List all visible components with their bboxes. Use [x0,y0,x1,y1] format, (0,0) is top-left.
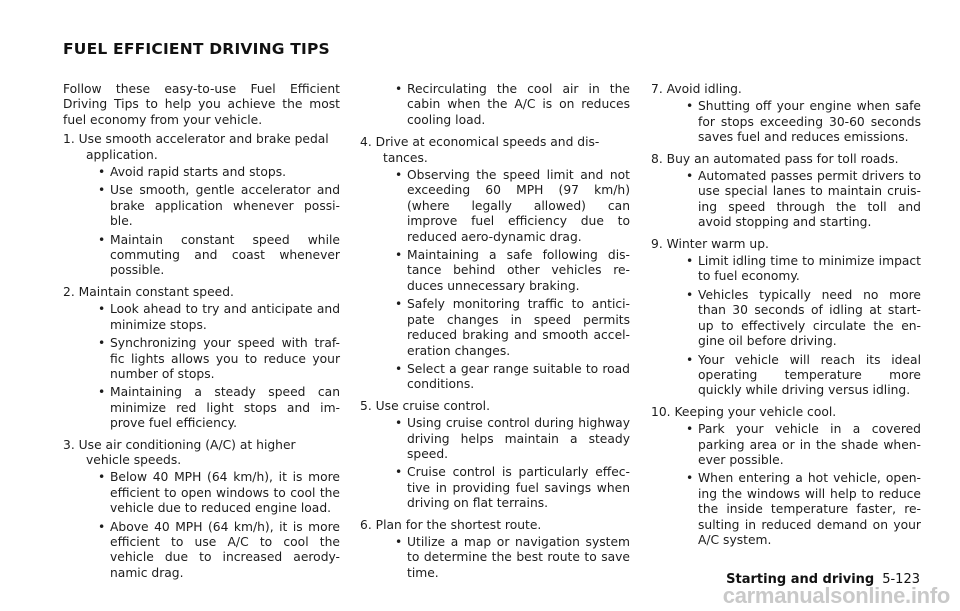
list-item: • Avoid rapid starts and stops. [98,165,287,180]
bullet-icon: • [98,302,106,317]
bullet-icon: • [686,352,694,367]
bullet-icon: • [98,385,106,400]
tip-3-text: Use air conditioning (A/C) at higher vehicle speeds. [78,437,296,467]
footer-section-title: Starting and driving [726,572,875,587]
tip-7-number: 7. [651,82,663,96]
tip-7 [651,82,921,146]
list-item: • Your vehicle will reach its ideal operating temperature more quickly while driving versus idling. [686,352,921,398]
bullet-icon: • [686,422,694,437]
tip-6-heading [360,518,630,533]
list-item: • Maintaining a steady speed can minimize red light stops and im-prove fuel efficiency. [98,385,340,431]
tip-6-text: Plan for the shortest route. [375,517,542,532]
bullet-icon: • [395,416,403,431]
bullet-icon: • [98,519,106,534]
tip-8 [651,152,921,231]
footer-page-number: 5-123 [882,572,920,587]
list-item: • Maintain constant speed while commuting and coast whenever possible. [98,232,340,278]
bullet-icon: • [686,99,694,114]
list-item: • Use smooth, gentle accelerator and brake application whenever possi-ble. [98,183,340,229]
list-item: • Shutting off your engine when safe for stops exceeding 30-60 seconds saves fuel and reduces emissions. [686,99,921,145]
tip-4-text: Drive at economical speeds and dis-tances. [375,135,600,165]
tip-1-number: 1. [63,132,75,147]
list-item: • Park your vehicle in a covered parking area or in the shade when-ever possible. [686,422,921,467]
bullet-icon: • [395,248,403,263]
column-1 [63,82,340,587]
tip-1-text: Use smooth accelerator and brake pedal application. [78,132,329,162]
tip-8-heading [651,152,921,167]
list-item: • Cruise control is particularly effec-tive in providing fuel savings when driving on flat terrains. [395,465,630,511]
bullet-icon: • [395,534,403,549]
list-item: • Recirculating the cool air in the cabin when the A/C is on reduces cooling load. [395,82,630,127]
list-item: • Limit idling time to minimize impact to fuel economy. [686,254,921,284]
tip-1-heading [63,132,340,163]
bullet-icon: • [395,465,403,480]
bullet-icon: • [395,361,403,376]
tip-2-heading [63,285,340,300]
tip-2-number: 2. [63,284,75,299]
list-item: • Vehicles typically need no more than 30 seconds of idling at start-up to effectively circulate the en-gine oil before driving. [686,287,921,349]
tip-10-number: 10. [651,404,671,419]
list-item: • Maintaining a safe following dis-tance behind other vehicles re-duces unnecessary braking. [395,248,630,293]
tip-2 [63,285,340,432]
tip-8-number: 8. [651,151,663,166]
tip-7-heading [651,82,921,97]
tip-1 [63,132,340,279]
list-item: • Safely monitoring traffic to antici-pate changes in speed permits reduced braking and smooth accel-eration changes. [395,297,630,358]
bullet-icon: • [686,287,694,302]
tip-9-number: 9. [651,236,663,251]
bullet-icon: • [395,297,403,312]
column-3 [651,82,921,554]
tip-6 [360,518,630,582]
tip-3 [63,438,340,582]
column-2 [360,82,630,587]
bullet-icon: • [686,471,694,486]
tip-3-heading [63,438,340,469]
list-item: • Utilize a map or navigation system to determine the best route to save time. [395,534,630,580]
list-item: • When entering a hot vehicle, open-ing the windows will help to reduce the inside temperature faster, re-sulting in reduced demand on your A/C system. [686,471,921,547]
list-item: • Using cruise control during highway driving helps maintain a steady speed. [395,416,630,461]
tip-8-text: Buy an automated pass for toll roads. [666,151,899,166]
list-item: • Select a gear range suitable to road conditions. [395,361,630,392]
list-item: • Observing the speed limit and not exceeding 60 MPH (97 km/h) (where legally allowed) can improve fuel efficiency due to reduced aero-dynamic drag. [395,168,630,244]
tip-5-text: Use cruise control. [375,398,490,413]
tip-5-number: 5. [360,398,372,413]
list-item: • Look ahead to try and anticipate and minimize stops. [98,302,340,332]
tip-3-continued [360,82,630,128]
tip-4-heading [360,135,630,166]
tip-10-text: Keeping your vehicle cool. [674,404,837,419]
bullet-icon: • [395,82,403,96]
bullet-icon: • [98,470,106,485]
tip-9 [651,237,921,399]
tip-4 [360,135,630,393]
bullet-icon: • [98,165,106,180]
tip-5 [360,399,630,512]
tip-4-number: 4. [360,135,372,150]
tip-9-heading [651,237,921,252]
bullet-icon: • [98,232,106,247]
bullet-icon: • [686,169,694,184]
tip-2-text: Maintain constant speed. [78,284,234,299]
list-item: • Automated passes permit drivers to use special lanes to maintain cruis-ing speed through the toll and avoid stopping and starting. [686,169,921,230]
tip-6-number: 6. [360,517,372,532]
tip-5-heading [360,399,630,414]
tip-9-text: Winter warm up. [666,236,769,251]
list-item: • Below 40 MPH (64 km/h), it is more efficient to open windows to cool the vehicle due to reduced engine load. [98,470,340,516]
list-item: • Synchronizing your speed with traf-fic lights allows you to reduce your number of stops. [98,336,340,381]
bullet-icon: • [395,168,403,183]
watermark: carmanualsonline.info [722,583,950,608]
bullet-icon: • [98,183,106,198]
tip-7-text: Avoid idling. [666,82,742,96]
tip-10-heading [651,405,921,420]
intro-paragraph: Follow these easy-to-use Fuel Efficient Driving Tips to help you achieve the most fuel economy from your vehicle. [63,82,340,127]
tip-3-number: 3. [63,437,75,452]
bullet-icon: • [686,254,694,269]
page-title: FUEL EFFICIENT DRIVING TIPS [63,40,330,58]
tip-10 [651,405,921,549]
list-item: • Above 40 MPH (64 km/h), it is more efficient to use A/C to cool the vehicle due to increased aerody-namic drag. [98,519,340,580]
bullet-icon: • [98,336,106,351]
